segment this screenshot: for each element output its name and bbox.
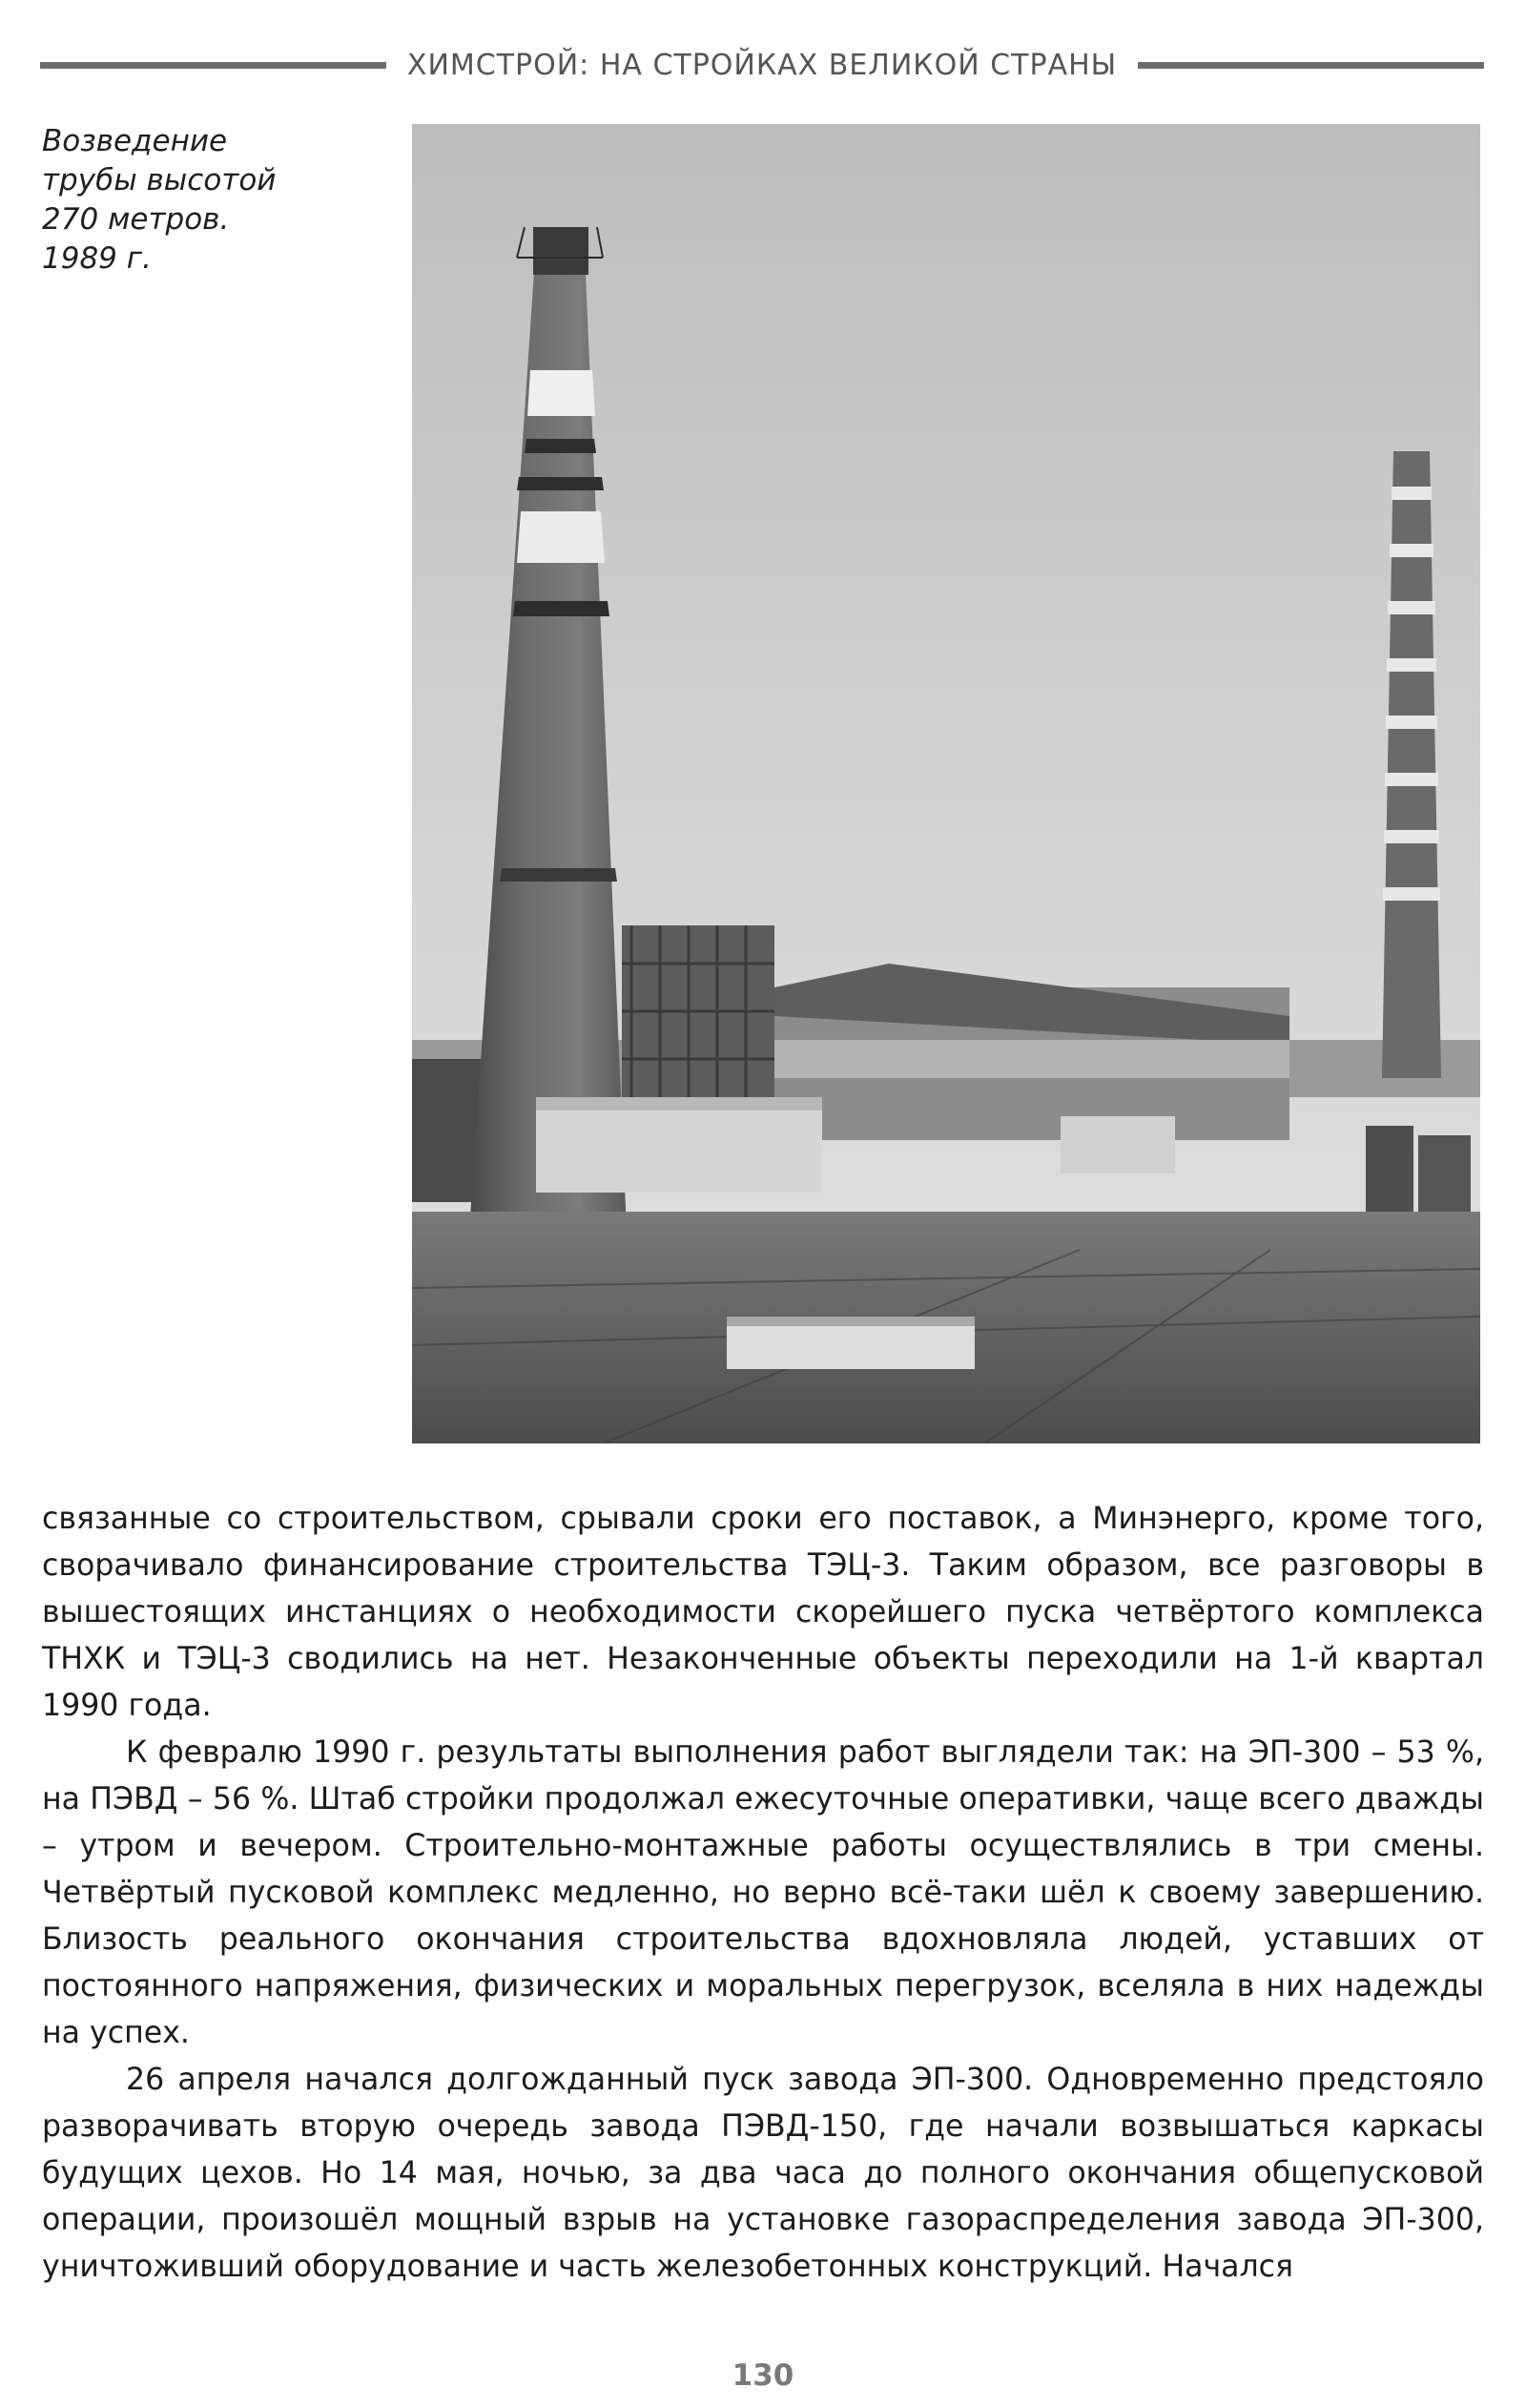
header-rule-left — [40, 62, 386, 69]
caption-line: трубы высотой — [42, 163, 277, 197]
header-rule-right — [1138, 62, 1484, 69]
caption-line: Возведение — [42, 124, 228, 158]
running-header — [40, 42, 1484, 88]
article-body — [42, 1496, 1484, 2291]
paragraph: связанные со строительством, срывали сроки его поставок, а Минэнерго, кроме того, сворачивало финансирование строительства ТЭЦ-3. Таким образом, все разговоры в вышестоящих инстанциях о необходимости скорейшего пуска четвёртого комплекса ТНХК и ТЭЦ-3 сводились на нет. Незаконченные объекты переходили на 1-й квартал 1990 года. — [42, 1502, 1484, 1723]
paragraph: К февралю 1990 г. результаты выполнения работ выглядели так: на ЭП-300 – 53 %, на ПЭВД – 56 %. Штаб стройки продолжал ежесуточные оперативки, чаще всего дважды – утром и вечером. Строительно-монтажные работы осуществлялись в три смены. Четвёртый пусковой комплекс медленно, но верно всё-таки шёл к своему завершению. Близость реального окончания строительства вдохновляла людей, уставших от постоянного напряжения, физических и моральных перегрузок, вселяла в них надежды на успех. — [42, 1735, 1484, 2050]
distant-chimney — [1382, 451, 1441, 1078]
photo-caption — [42, 122, 366, 279]
page-number: 130 — [732, 2358, 794, 2393]
paragraph: 26 апреля начался долгожданный пуск завода ЭП-300. Одновременно предстояло разворачивать вторую очередь завода ПЭВД-150, где начали возвышаться каркасы будущих цехов. Но 14 мая, ночью, за два часа до полного окончания общепусковой операции, произошёл мощный взрыв на установке газораспределения завода ЭП-300, уничтоживший оборудование и часть железобетонных конструкций. Начался — [42, 2063, 1484, 2284]
chimney-construction-photo — [412, 124, 1480, 1443]
storage-tanks — [1366, 1126, 1471, 1221]
running-title: ХИМСТРОЙ: НА СТРОЙКАХ ВЕЛИКОЙ СТРАНЫ — [406, 48, 1118, 82]
caption-line: 1989 г. — [42, 241, 152, 276]
photo-illustration — [412, 124, 1480, 1443]
caption-line: 270 метров. — [42, 202, 230, 237]
